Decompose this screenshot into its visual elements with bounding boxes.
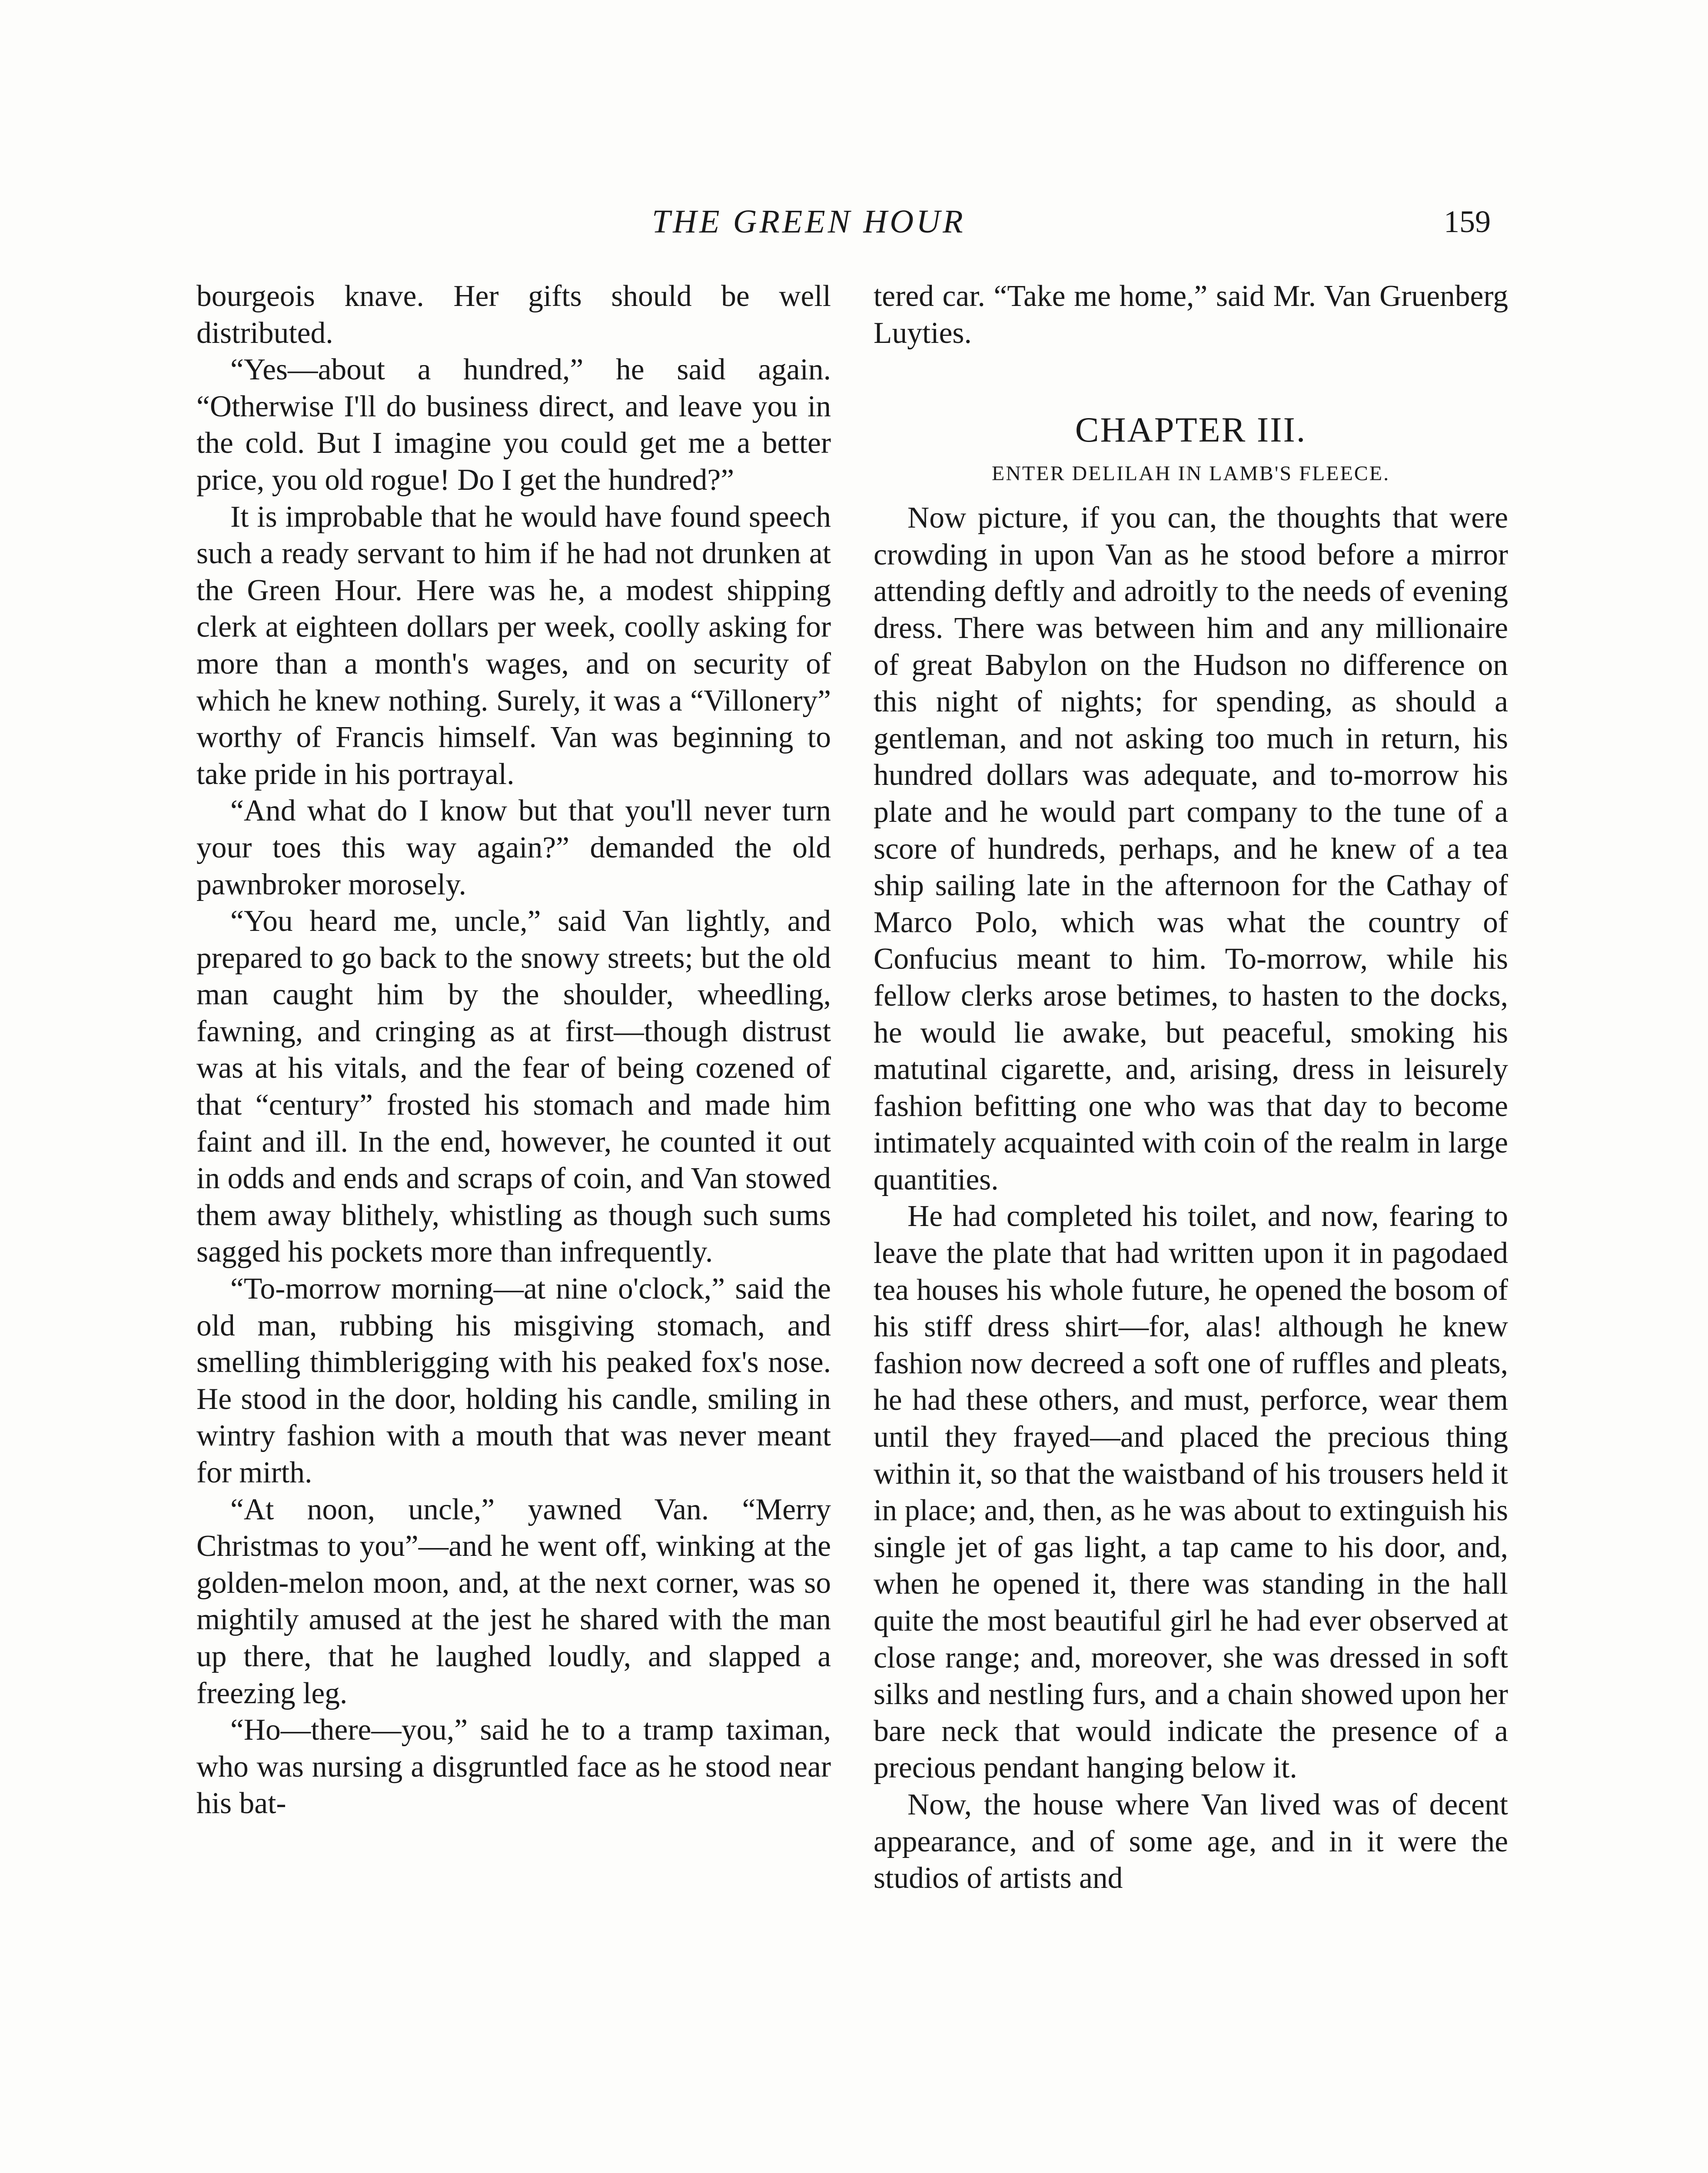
chapter-subtitle: ENTER DELILAH IN LAMB'S FLEECE. — [991, 462, 1390, 485]
paragraph: “To-morrow morning—at nine o'clock,” said the old man, rubbing his misgiving stomach, and smelling thimblerigging with his peaked fox's nose. He stood in the door, holding his candle, smiling in wintry fashion with a mouth that was never meant for mirth. — [196, 1272, 831, 1489]
paragraph: It is improbable that he would have found speech such a ready servant to him if he had not drunken at the Green Hour. Here was he, a modest shipping clerk at eighteen dollars per week, coolly asking for more than a month's wages, and on security of which he knew nothing. Surely, it was a “Villonery” worthy of Francis himself. Van was beginning to take pride in his portrayal. — [196, 500, 831, 791]
paragraph: “You heard me, uncle,” said Van lightly, and prepared to go back to the snowy streets; but the old man caught him by the shoulder, wheedling, fawning, and cringing as at first—though distrust was at his vitals, and the fear of being cozened of that “century” frosted his stomach and made him faint and ill. In the end, however, he counted it out in odds and ends and scraps of coin, and Van stowed them away blithely, whistling as though such sums sagged his pockets more than infrequently. — [196, 904, 831, 1269]
left-column — [196, 278, 831, 1822]
chapter-heading: CHAPTER III. — [1075, 410, 1307, 450]
running-title: THE GREEN HOUR — [652, 203, 966, 240]
paragraph: “Ho—there—you,” said he to a tramp taximan, who was nursing a disgruntled face as he stood near his bat- — [196, 1713, 831, 1821]
paragraph: “At noon, uncle,” yawned Van. “Merry Christmas to you”—and he went off, winking at the golden-melon moon, and, at the next corner, was so mightily amused at the jest he shared with the man up there, that he laughed loudly, and slapped a freezing leg. — [196, 1492, 831, 1710]
paragraph: bourgeois knave. Her gifts should be well distributed. — [196, 279, 831, 350]
page-number: 159 — [1444, 204, 1491, 239]
right-column — [874, 278, 1508, 1897]
paragraph: Now, the house where Van lived was of decent appearance, and of some age, and in it were the studios of artists and — [874, 1788, 1508, 1895]
paragraph: “Yes—about a hundred,” he said again. “Otherwise I'll do business direct, and leave you in the cold. But I imagine you could get me a better price, you old rogue! Do I get the hundred?” — [196, 353, 831, 497]
paragraph: He had completed his toilet, and now, fearing to leave the plate that had written upon it in pagodaed tea houses his whole future, he opened the bosom of his stiff dress shirt—for, alas! although he knew fashion now decreed a soft one of ruffles and pleats, he had these others, and must, perforce, wear them until they frayed—and placed the precious thing within it, so that the waistband of his trousers held it in place; and, then, as he was about to extinguish his single jet of gas light, a tap came to his door, and, when he opened it, there was standing in the hall quite the most beautiful girl he had ever observed at close range; and, moreover, she was dressed in soft silks and nestling furs, and a chain showed upon her bare neck that would indicate the presence of a precious pendant hanging below it. — [874, 1199, 1508, 1785]
lead-in-paragraph: tered car. “Take me home,” said Mr. Van Gruenberg Luyties. — [874, 279, 1508, 350]
paragraph: Now picture, if you can, the thoughts that were crowding in upon Van as he stood before a mirror attending deftly and adroitly to the needs of evening dress. There was between him and any millionaire of great Babylon on the Hudson no difference on this night of nights; for spending, as should a gentleman, and not asking too much in return, his hundred dollars was adequate, and to-morrow his plate and he would part company to the tune of a score of hundreds, perhaps, and he knew of a tea ship sailing late in the afternoon for the Cathay of Marco Polo, which was what the country of Confucius meant to him. To-morrow, while his fellow clerks arose betimes, to hasten to the docks, he would lie awake, but peaceful, smoking his matutinal cigarette, and, arising, dress in leisurely fashion befitting one who was that day to become intimately acquainted with coin of the realm in large quantities. — [874, 501, 1508, 1196]
paragraph: “And what do I know but that you'll never turn your toes this way again?” demanded the old pawnbroker morosely. — [196, 794, 831, 901]
running-head — [0, 198, 1708, 246]
